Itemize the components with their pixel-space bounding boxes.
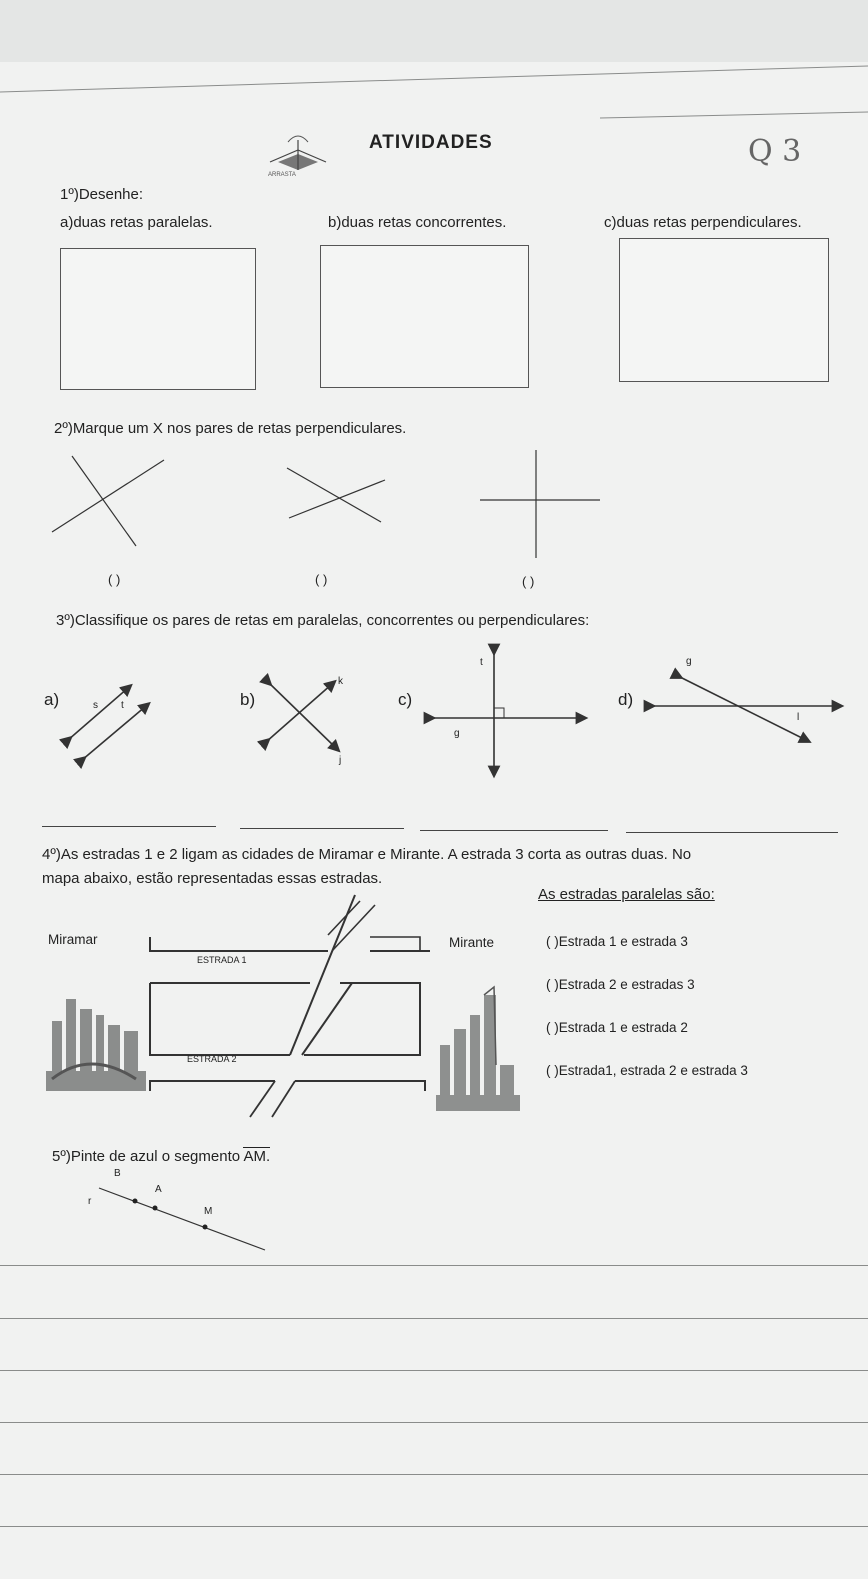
map-road2-label: ESTRADA 2 bbox=[187, 1054, 237, 1064]
q2-figure-2 bbox=[285, 462, 385, 526]
map-city-miramar: Miramar bbox=[48, 932, 98, 947]
q3-figure-c bbox=[410, 646, 590, 776]
drawing-box-a[interactable] bbox=[60, 248, 256, 390]
q5-label-r: r bbox=[88, 1196, 92, 1207]
q5-segment-label: AM. bbox=[243, 1148, 271, 1165]
q3-letter-a: a) bbox=[44, 690, 60, 709]
q3b-label-k: k bbox=[338, 676, 343, 687]
q3a-label-s: s bbox=[93, 700, 98, 711]
q2-answer-1[interactable]: ( ) bbox=[108, 572, 121, 587]
q3-figure-b bbox=[260, 676, 340, 756]
q2-answer-3[interactable]: ( ) bbox=[522, 574, 535, 589]
q4-option-3[interactable]: ( )Estrada 1 e estrada 2 bbox=[546, 1020, 688, 1035]
drawing-box-b[interactable] bbox=[320, 245, 529, 388]
q2-figure-1 bbox=[50, 450, 170, 550]
q3a-label-t: t bbox=[121, 700, 124, 711]
q2-heading: 2º)Marque um X nos pares de retas perpendiculares. bbox=[54, 420, 407, 437]
drawing-box-c[interactable] bbox=[619, 238, 829, 382]
q5-label-b: B bbox=[114, 1168, 121, 1179]
q4-option-4[interactable]: ( )Estrada1, estrada 2 e estrada 3 bbox=[546, 1063, 748, 1078]
q3c-label-t: t bbox=[480, 657, 483, 668]
q1-item-a: a)duas retas paralelas. bbox=[60, 214, 213, 231]
q3-figure-a bbox=[60, 684, 160, 768]
logo-caption: ARRASTA bbox=[268, 172, 296, 178]
q3c-label-g: g bbox=[454, 728, 460, 739]
ruled-line bbox=[0, 1265, 868, 1266]
q3-letter-c: c) bbox=[398, 690, 413, 709]
ruled-line bbox=[0, 1370, 868, 1371]
q5-heading bbox=[52, 1148, 270, 1165]
map-city-mirante: Mirante bbox=[449, 935, 495, 950]
q1-item-c: c)duas retas perpendiculares. bbox=[604, 214, 802, 231]
q4-option-1[interactable]: ( )Estrada 1 e estrada 3 bbox=[546, 934, 688, 949]
q5-label-a: A bbox=[155, 1184, 162, 1195]
ruled-line bbox=[0, 1526, 868, 1527]
q3-letter-d: d) bbox=[618, 690, 634, 709]
q3-answer-line-d[interactable] bbox=[626, 832, 838, 833]
map-road1-label: ESTRADA 1 bbox=[197, 955, 247, 965]
q3b-label-j: j bbox=[339, 755, 342, 766]
q2-figure-3 bbox=[478, 450, 602, 560]
q3d-label-l: l bbox=[797, 712, 800, 723]
ruled-line bbox=[0, 1474, 868, 1475]
q3-answer-line-c[interactable] bbox=[420, 830, 608, 831]
page-title: ATIVIDADES bbox=[369, 132, 493, 153]
q5-label-m: M bbox=[204, 1206, 213, 1217]
q5-segment-figure bbox=[95, 1180, 275, 1260]
q4-option-2[interactable]: ( )Estrada 2 e estradas 3 bbox=[546, 977, 695, 992]
q3-answer-line-b[interactable] bbox=[240, 828, 404, 829]
q4-heading-line2: mapa abaixo, estão representadas essas estradas. bbox=[42, 870, 383, 887]
q3d-label-g: g bbox=[686, 656, 692, 667]
ruled-line bbox=[0, 1318, 868, 1319]
q4-question: As estradas paralelas são: bbox=[538, 886, 715, 903]
q5-heading-text: 5º)Pinte de azul o segmento bbox=[52, 1148, 241, 1165]
q1-item-b: b)duas retas concorrentes. bbox=[328, 214, 507, 231]
q1-heading: 1º)Desenhe: bbox=[60, 186, 144, 203]
q3-figure-d bbox=[646, 670, 846, 750]
top-ruled-line bbox=[0, 0, 868, 130]
q2-answer-2[interactable]: ( ) bbox=[315, 572, 328, 587]
q4-heading-line1: 4º)As estradas 1 e 2 ligam as cidades de Miramar e Mirante. A estrada 3 corta as outras duas. No bbox=[42, 846, 692, 863]
q3-heading: 3º)Classifique os pares de retas em paralelas, concorrentes ou perpendiculares: bbox=[56, 612, 590, 629]
q3-answer-line-a[interactable] bbox=[42, 826, 216, 827]
q3-letter-b: b) bbox=[240, 690, 256, 709]
ruled-line bbox=[0, 1422, 868, 1423]
handwritten-note: Q 3 bbox=[748, 134, 802, 169]
